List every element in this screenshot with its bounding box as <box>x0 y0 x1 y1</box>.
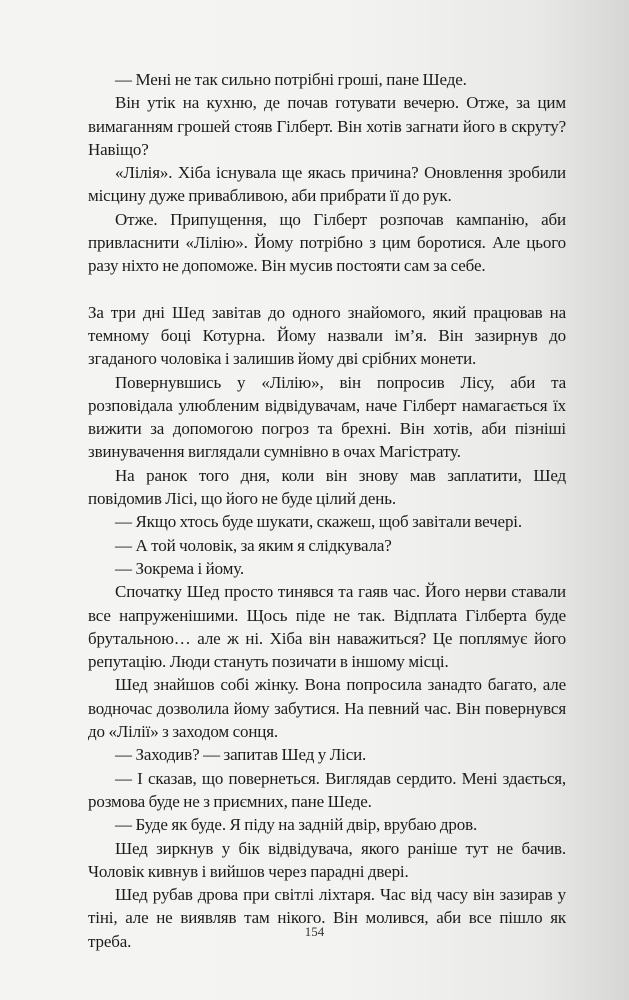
paragraph: — А той чоловік, за яким я слідкувала? <box>115 535 392 555</box>
paragraph: Шед знайшов собі жінку. Вона попросила занадто багато, але водночас дозволила йому забутися. На певний час. Він повернувся до «Лілії» з заходом сонця. <box>88 675 566 742</box>
paragraph: — Буде як буде. Я піду на задній двір, врубаю дров. <box>115 815 478 835</box>
paragraph: — Якщо хтось буде шукати, скажеш, щоб завітали вечері. <box>115 512 522 532</box>
page-number: 154 <box>304 924 325 939</box>
page-body <box>88 68 566 953</box>
paragraph: — Мені не так сильно потрібні гроші, пане Шеде. <box>115 70 467 89</box>
paragraph: Спочатку Шед просто тинявся та гаяв час. Його нерви ставали все напруженішими. Щось піде не так. Відплата Гілберта буде брутальною… але ж ні. Хіба він наважиться? Це поплямує його репутацію. Люди стануть позичати в іншому місці. <box>88 582 566 672</box>
paragraph: Шед зиркнув у бік відвідувача, якого раніше тут не бачив. Чоловік кивнув і вийшов через парадні двері. <box>88 838 566 881</box>
paragraph: — Зокрема і йому. <box>115 558 245 578</box>
paragraph: «Лілія». Хіба існувала ще якась причина? Оновлення зробили місцину дуже привабливою, аби прибрати її до рук. <box>88 163 566 206</box>
paragraph: Повернувшись у «Лілію», він попросив Лісу, аби та розповідала улюбленим відвідувачам, наче Гілберт намагається їх вижити за допомогою погроз та брехні. Він хотів, аби пізніші звинувачення виглядали сумнівно в очах Магістрату. <box>88 372 566 462</box>
paragraph: — Заходив? — запитав Шед у Ліси. <box>115 745 367 765</box>
paragraph: За три дні Шед завітав до одного знайомого, який працював на темному боці Котурна. Йому назвали ім’я. Він зазирнув до згаданого чоловіка і залишив йому дві срібних монети. <box>88 302 566 369</box>
paragraph: Він утік на кухню, де почав готувати вечерю. Отже, за цим вимаганням грошей стояв Гілберт. Він хотів загнати його в скруту? Навіщо? <box>88 93 566 159</box>
paragraph: Шед рубав дрова при світлі ліхтаря. Час від часу він зазирав у тіні, але не виявляв там нікого. Він молився, аби все пішло як треба. <box>88 885 566 951</box>
paragraph: — І сказав, що повернеться. Виглядав сердито. Мені здається, розмова буде не з приємних, пане Шеде. <box>88 768 566 811</box>
paragraph: На ранок того дня, коли він знову мав заплатити, Шед повідомив Лісі, що його не буде цілий день. <box>88 465 566 509</box>
paragraph: Отже. Припущення, що Гілберт розпочав кампанію, аби привласнити «Лілію». Йому потрібно з цим боротися. Але цього разу ніхто не допоможе. Він мусив постояти сам за себе. <box>88 209 566 276</box>
